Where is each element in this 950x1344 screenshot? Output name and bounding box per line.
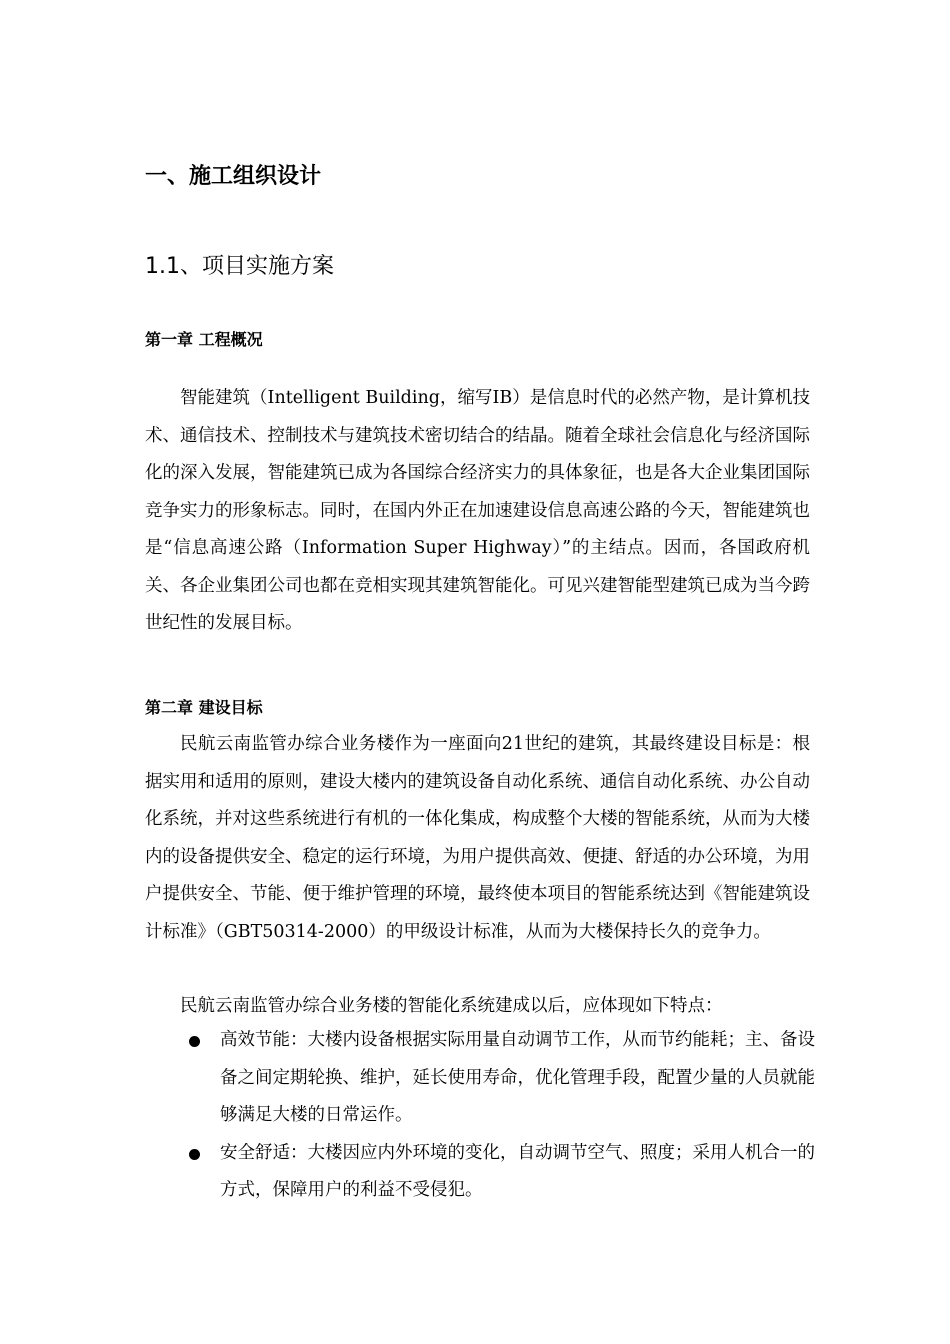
chapter-2-title: 第二章 建设目标 bbox=[145, 698, 263, 717]
chapter-2-paragraph-2: 民航云南监管办综合业务楼的智能化系统建成以后，应体现如下特点： bbox=[180, 996, 723, 1016]
list-item bbox=[145, 1022, 815, 1135]
list-item-text: 安全舒适：大楼因应内外环境的变化，自动调节空气、照度；采用人机合一的方式，保障用户的利益不受侵犯。 bbox=[220, 1142, 815, 1200]
chapter-1-title: 第一章 工程概况 bbox=[145, 330, 263, 349]
section-heading: 一、施工组织设计 bbox=[145, 164, 322, 189]
chapter-2-paragraph-1: 民航云南监管办综合业务楼作为一座面向21世纪的建筑，其最终建设目标是：根据实用和适用的原则，建设大楼内的建筑设备自动化系统、通信自动化系统、办公自动化系统，并对这些系统进行有机的一体化集成，构成整个大楼的智能系统，从而为大楼内的设备提供安全、稳定的运行环境，为用户提供高效、便捷、舒适的办公环境，为用户提供安全、节能、便于维护管理的环境，最终使本项目的智能系统达到《智能建筑设计标准》（GBT50314-2000）的甲级设计标准，从而为大楼保持长久的竞争力。 bbox=[145, 734, 810, 942]
bullet-icon bbox=[189, 1036, 200, 1047]
list-item-text: 高效节能：大楼内设备根据实际用量自动调节工作，从而节约能耗；主、备设备之间定期轮换、维护，延长使用寿命，优化管理手段，配置少量的人员就能够满足大楼的日常运作。 bbox=[220, 1030, 815, 1125]
subsection-heading: 1.1、项目实施方案 bbox=[145, 254, 334, 279]
list-item bbox=[145, 1135, 815, 1210]
bullet-icon bbox=[189, 1149, 200, 1160]
chapter-1-paragraph: 智能建筑（Intelligent Building，缩写IB）是信息时代的必然产物，是计算机技术、通信技术、控制技术与建筑技术密切结合的结晶。随着全球社会信息化与经济国际化的深入发展，智能建筑已成为各国综合经济实力的具体象征，也是各大企业集团国际竞争实力的形象标志。同时，在国内外正在加速建设信息高速公路的今天，智能建筑也是“信息高速公路（Information Super Highway）”的主结点。因而，各国政府机关、各企业集团公司也都在竞相实现其建筑智能化。可见兴建智能型建筑已成为当今跨世纪性的发展目标。 bbox=[145, 388, 810, 633]
feature-list bbox=[145, 1022, 815, 1210]
